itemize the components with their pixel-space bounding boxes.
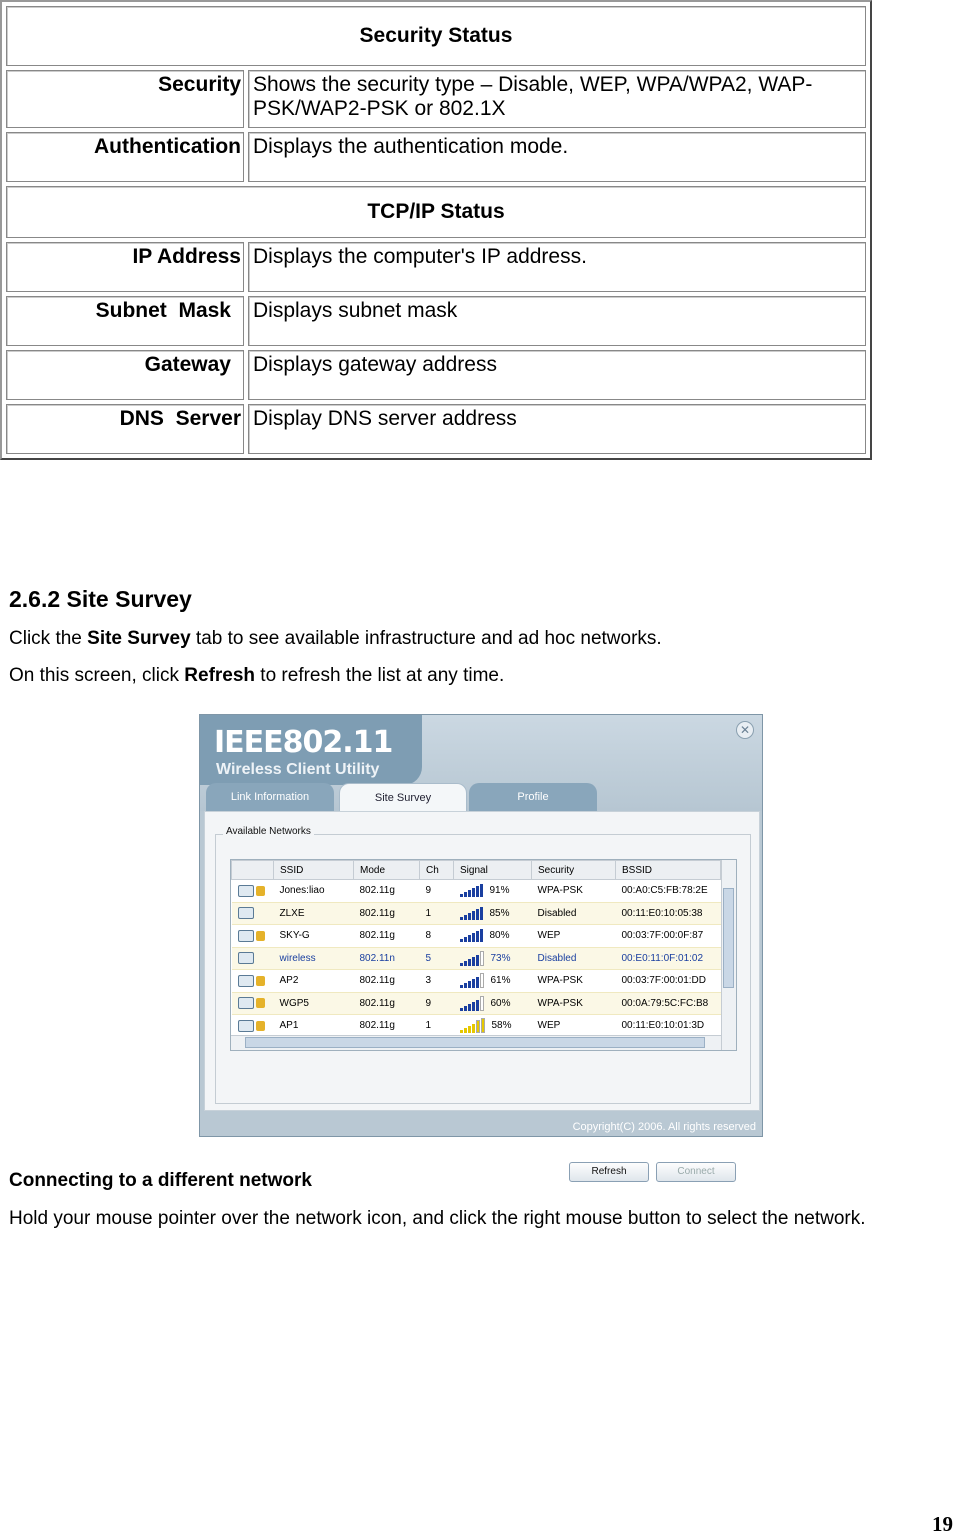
signal-strength-icon — [460, 929, 484, 942]
signal-bar — [476, 1020, 480, 1033]
network-mode: 802.11g — [354, 970, 420, 993]
network-icon[interactable] — [238, 930, 254, 942]
network-ssid: SKY-G — [274, 925, 354, 948]
network-row[interactable] — [232, 947, 721, 970]
network-mode: 802.11g — [354, 1015, 420, 1038]
signal-strength-icon — [460, 973, 485, 988]
row-label-subnet-mask: Subnet Mask — [6, 296, 244, 346]
network-icon-cell[interactable] — [232, 1015, 274, 1038]
signal-bar — [468, 913, 471, 920]
network-security: WPA-PSK — [532, 970, 616, 993]
network-ssid: WGP5 — [274, 992, 354, 1015]
network-mode: 802.11g — [354, 925, 420, 948]
network-row[interactable] — [232, 925, 721, 948]
network-bssid: 00:03:7F:00:01:DD — [616, 970, 721, 993]
network-row[interactable] — [232, 902, 721, 925]
network-channel: 9 — [420, 992, 454, 1015]
signal-bar — [476, 909, 479, 920]
signal-bar — [460, 963, 463, 966]
paragraph-site-survey — [9, 628, 662, 650]
network-mode: 802.11g — [354, 992, 420, 1015]
signal-bar — [481, 1018, 485, 1033]
network-row[interactable] — [232, 992, 721, 1015]
signal-strength-icon — [460, 884, 484, 897]
signal-value: 73% — [490, 952, 511, 964]
section-tcpip-status: TCP/IP Status — [6, 186, 866, 238]
signal-bar — [480, 973, 484, 988]
column-mode[interactable]: Mode — [354, 861, 420, 880]
network-ssid: ZLXE — [274, 902, 354, 925]
text-fragment: to refresh the list at any time. — [255, 665, 505, 686]
network-channel: 3 — [420, 970, 454, 993]
signal-bar — [460, 939, 463, 942]
network-signal — [454, 925, 532, 948]
row-label-ip-address: IP Address — [6, 242, 244, 292]
site-survey-emphasis: Site Survey — [87, 628, 191, 649]
network-channel: 8 — [420, 925, 454, 948]
networks-list[interactable] — [230, 859, 737, 1051]
signal-value: 91% — [489, 885, 510, 897]
signal-bar — [480, 929, 483, 942]
signal-bar — [464, 892, 467, 897]
signal-bar — [460, 1008, 463, 1011]
network-security: WPA-PSK — [532, 992, 616, 1015]
refresh-emphasis: Refresh — [184, 665, 256, 686]
network-row[interactable] — [232, 880, 721, 903]
signal-bar — [480, 907, 483, 920]
paragraph-refresh — [9, 665, 504, 687]
row-label-authentication: Authentication — [6, 132, 244, 182]
lock-icon — [256, 931, 265, 941]
signal-bar — [472, 979, 475, 988]
column-security[interactable]: Security — [532, 861, 616, 880]
network-icon[interactable] — [238, 997, 254, 1009]
network-icon-cell[interactable] — [232, 992, 274, 1015]
text-fragment: Click the — [9, 628, 88, 649]
subheading-connecting: Connecting to a different network — [9, 1170, 312, 1191]
network-channel: 1 — [420, 1015, 454, 1038]
network-signal — [454, 902, 532, 925]
connect-button[interactable]: Connect — [656, 1162, 736, 1182]
network-signal — [454, 947, 532, 970]
row-label-security: Security — [6, 70, 244, 128]
row-desc-dns-server: Display DNS server address — [248, 404, 866, 454]
network-mode: 802.11g — [354, 880, 420, 903]
network-icon[interactable] — [238, 885, 254, 897]
signal-value: 60% — [490, 997, 511, 1009]
close-icon[interactable]: ✕ — [736, 721, 754, 739]
refresh-button[interactable]: Refresh — [569, 1162, 649, 1182]
signal-bar — [472, 957, 475, 966]
network-mode: 802.11n — [354, 947, 420, 970]
section-heading: 2.6.2 Site Survey — [9, 586, 192, 612]
network-channel: 1 — [420, 902, 454, 925]
signal-bar — [468, 935, 471, 942]
network-ssid: Jones:liao — [274, 880, 354, 903]
network-security: Disabled — [532, 902, 616, 925]
row-desc-subnet-mask: Displays subnet mask — [248, 296, 866, 346]
row-desc-authentication: Displays the authentication mode. — [248, 132, 866, 182]
signal-bar — [460, 1030, 463, 1033]
signal-bar — [464, 1006, 467, 1011]
row-desc-ip-address: Displays the computer's IP address. — [248, 242, 866, 292]
signal-bar — [464, 937, 467, 942]
vertical-scrollbar[interactable] — [721, 860, 736, 1050]
network-ssid: AP1 — [274, 1015, 354, 1038]
network-signal — [454, 992, 532, 1015]
signal-strength-icon — [460, 996, 485, 1011]
lock-icon — [256, 886, 265, 896]
network-security: Disabled — [532, 947, 616, 970]
status-table — [0, 0, 872, 460]
signal-bar — [460, 894, 463, 897]
signal-bar — [468, 1026, 471, 1033]
signal-value: 58% — [491, 1020, 512, 1032]
network-ssid: AP2 — [274, 970, 354, 993]
signal-bar — [472, 1024, 475, 1033]
network-ssid: wireless — [274, 947, 354, 970]
row-desc-gateway: Displays gateway address — [248, 350, 866, 400]
signal-value: 80% — [489, 930, 510, 942]
signal-bar — [468, 981, 471, 988]
column-bssid[interactable]: BSSID — [616, 861, 721, 880]
lock-icon — [256, 1021, 265, 1031]
signal-bar — [476, 1000, 479, 1011]
signal-value: 85% — [489, 907, 510, 919]
network-icon-cell[interactable] — [232, 902, 274, 925]
network-channel: 9 — [420, 880, 454, 903]
network-channel: 5 — [420, 947, 454, 970]
signal-bar — [472, 911, 475, 920]
signal-strength-icon — [460, 951, 485, 966]
network-icon[interactable] — [238, 952, 254, 964]
row-desc-security: Shows the security type – Disable, WEP, WPA/WPA2, WAP-PSK/WAP2-PSK or 802.1X — [248, 70, 866, 128]
network-mode: 802.11g — [354, 902, 420, 925]
page-number: 19 — [932, 1512, 953, 1536]
signal-bar — [468, 959, 471, 966]
network-icon-cell[interactable] — [232, 947, 274, 970]
network-signal — [454, 880, 532, 903]
signal-bar — [480, 951, 484, 966]
column-signal[interactable]: Signal — [454, 861, 532, 880]
signal-bar — [480, 884, 483, 897]
scroll-thumb[interactable] — [723, 888, 734, 988]
signal-value: 61% — [490, 975, 511, 987]
network-icon-cell[interactable] — [232, 970, 274, 993]
network-signal — [454, 970, 532, 993]
signal-bar — [476, 931, 479, 942]
brand-subtitle: Wireless Client Utility — [216, 761, 380, 778]
network-security: WEP — [532, 925, 616, 948]
column-ssid[interactable]: SSID — [274, 861, 354, 880]
row-label-gateway: Gateway — [6, 350, 244, 400]
network-bssid: 00:11:E0:10:01:3D — [616, 1015, 721, 1038]
signal-bar — [476, 977, 479, 988]
text-fragment: On this screen, click — [9, 665, 185, 686]
network-row[interactable] — [232, 970, 721, 993]
signal-bar — [476, 955, 479, 966]
window-header — [200, 715, 762, 811]
network-icon[interactable] — [238, 907, 254, 919]
signal-bar — [460, 985, 463, 988]
network-icon[interactable] — [238, 975, 254, 987]
available-networks-legend: Available Networks — [223, 826, 314, 837]
tab-site-survey[interactable]: Site Survey — [339, 783, 467, 812]
network-icon[interactable] — [238, 1020, 254, 1032]
signal-bar — [464, 1028, 467, 1033]
text-fragment: tab to see available infrastructure and ad hoc networks. — [190, 628, 662, 649]
lock-icon — [256, 976, 265, 986]
signal-bar — [472, 1002, 475, 1011]
network-icon-cell[interactable] — [232, 880, 274, 903]
brand-title: IEEE802.11 — [214, 725, 393, 760]
column-icons — [232, 861, 274, 880]
wireless-utility-window — [199, 714, 763, 1177]
network-bssid: 00:0A:79:5C:FC:B8 — [616, 992, 721, 1015]
section-security-status: Security Status — [6, 6, 866, 66]
horizontal-scrollbar[interactable] — [231, 1035, 721, 1050]
tab-profile[interactable]: Profile — [469, 783, 597, 811]
signal-strength-icon — [460, 907, 484, 920]
signal-bar — [468, 890, 471, 897]
network-signal — [454, 1015, 532, 1038]
column-ch[interactable]: Ch — [420, 861, 454, 880]
network-bssid: 00:03:7F:00:0F:87 — [616, 925, 721, 948]
signal-bar — [464, 983, 467, 988]
signal-bar — [468, 1004, 471, 1011]
signal-bar — [472, 933, 475, 942]
signal-bar — [480, 996, 484, 1011]
copyright-text: Copyright(C) 2006. All rights reserved — [572, 1121, 756, 1133]
lock-icon — [256, 998, 265, 1008]
network-bssid: 00:A0:C5:FB:78:2E — [616, 880, 721, 903]
signal-strength-icon — [460, 1018, 486, 1033]
scroll-thumb[interactable] — [245, 1037, 705, 1048]
network-icon-cell[interactable] — [232, 925, 274, 948]
network-security: WEP — [532, 1015, 616, 1038]
network-bssid: 00:11:E0:10:05:38 — [616, 902, 721, 925]
row-label-dns-server: DNS Server — [6, 404, 244, 454]
network-security: WPA-PSK — [532, 880, 616, 903]
signal-bar — [476, 886, 479, 897]
network-row[interactable] — [232, 1015, 721, 1038]
signal-bar — [472, 888, 475, 897]
signal-bar — [464, 961, 467, 966]
network-bssid: 00:E0:11:0F:01:02 — [616, 947, 721, 970]
signal-bar — [460, 917, 463, 920]
paragraph-connecting: Hold your mouse pointer over the network icon, and click the right mouse button to select the network. — [9, 1208, 866, 1229]
tab-link-information[interactable]: Link Information — [206, 783, 334, 811]
signal-bar — [464, 915, 467, 920]
